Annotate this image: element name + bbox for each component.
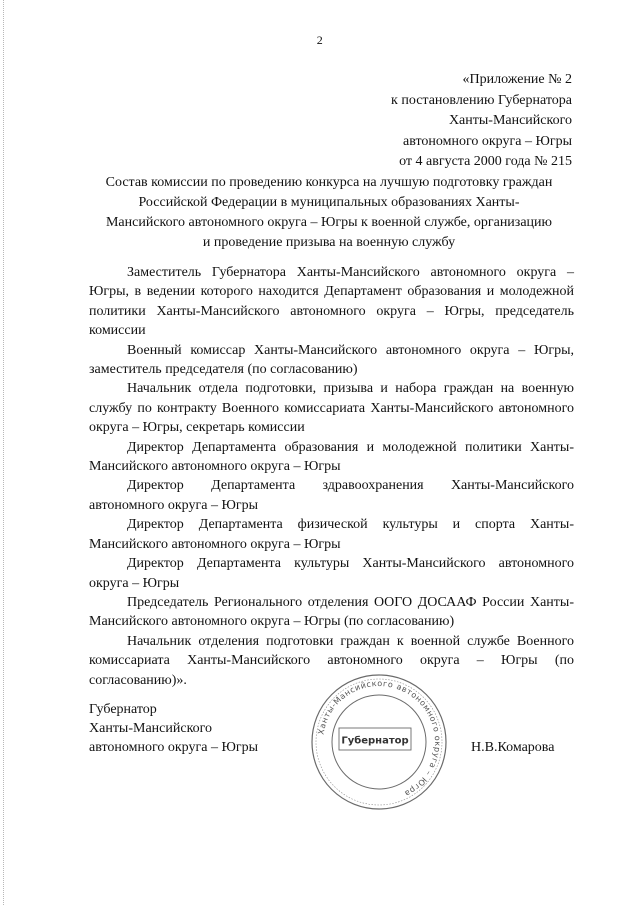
document-title — [84, 173, 574, 253]
appendix-header — [391, 70, 572, 173]
seal-ring-text: Ханты-Мансийского автономного округа – Югра — [316, 678, 443, 799]
member-deputy-chairman: Военный комиссар Ханты-Мансийского автономного округа – Югры, заместитель председателя (по согласованию) — [89, 342, 574, 378]
member-secretary: Начальник отдела подготовки, призыва и набора граждан на военную службу по контракту Военного комиссариата Ханты-Мансийского автономного округа – Югры, секретарь комиссии — [89, 381, 574, 436]
seal-center-text: Губернатор — [341, 735, 409, 747]
appendix-line: к постановлению Губернатора — [391, 92, 572, 108]
member-chairman: Заместитель Губернатора Ханты-Мансийского автономного округа – Югры, в ведении которого находится Департамент образования и молодежной политики Ханты-Мансийского автономного округа – Югры, председатель комиссии — [89, 265, 574, 339]
appendix-line: автономного округа – Югры — [403, 133, 572, 149]
signatory-position-line: Ханты-Мансийского — [89, 721, 213, 736]
member-health-director: Директор Департамента здравоохранения Ханты-Мансийского автономного округа – Югры — [89, 478, 574, 513]
title-line: Состав комиссии по проведению конкурса на лучшую подготовку граждан — [105, 175, 553, 190]
title-line: Мансийского автономного округа – Югры к военной службе, организацию — [105, 215, 552, 230]
appendix-line: Ханты-Мансийского — [448, 113, 572, 128]
page-edge-line — [3, 0, 4, 905]
official-seal — [309, 672, 449, 812]
member-military-training-head: Начальник отделения подготовки граждан к военной службе Военного комиссариата Ханты-Мансийского автономного округа – Югры (по согласованию)». — [89, 633, 574, 688]
title-line: и проведение призыва на военную службу — [202, 235, 456, 250]
signatory-position-line: автономного округа – Югры — [89, 740, 258, 755]
appendix-line: «Приложение № 2 — [462, 72, 572, 87]
member-sport-director: Директор Департамента физической культуры и спорта Ханты-Мансийского автономного округа – Югры — [89, 517, 574, 552]
commission-members — [89, 263, 574, 690]
member-education-director: Директор Департамента образования и молодежной политики Ханты-Мансийского автономного округа – Югры — [89, 439, 574, 475]
signatory-position-line: Губернатор — [89, 702, 157, 717]
signatory-position — [89, 700, 258, 757]
signatory-name: Н.В.Комарова — [471, 740, 555, 755]
title-line: Российской Федерации в муниципальных образованиях Ханты- — [138, 195, 520, 210]
member-culture-director: Директор Департамента культуры Ханты-Мансийского автономного округа – Югры — [89, 556, 574, 591]
page-number: 2 — [316, 33, 324, 47]
appendix-line: от 4 августа 2000 года № 215 — [399, 154, 572, 169]
member-dosaaf-chairman: Председатель Регионального отделения ООГО ДОСААФ России Ханты-Мансийского автономного округа – Югры (по согласованию) — [89, 594, 574, 630]
